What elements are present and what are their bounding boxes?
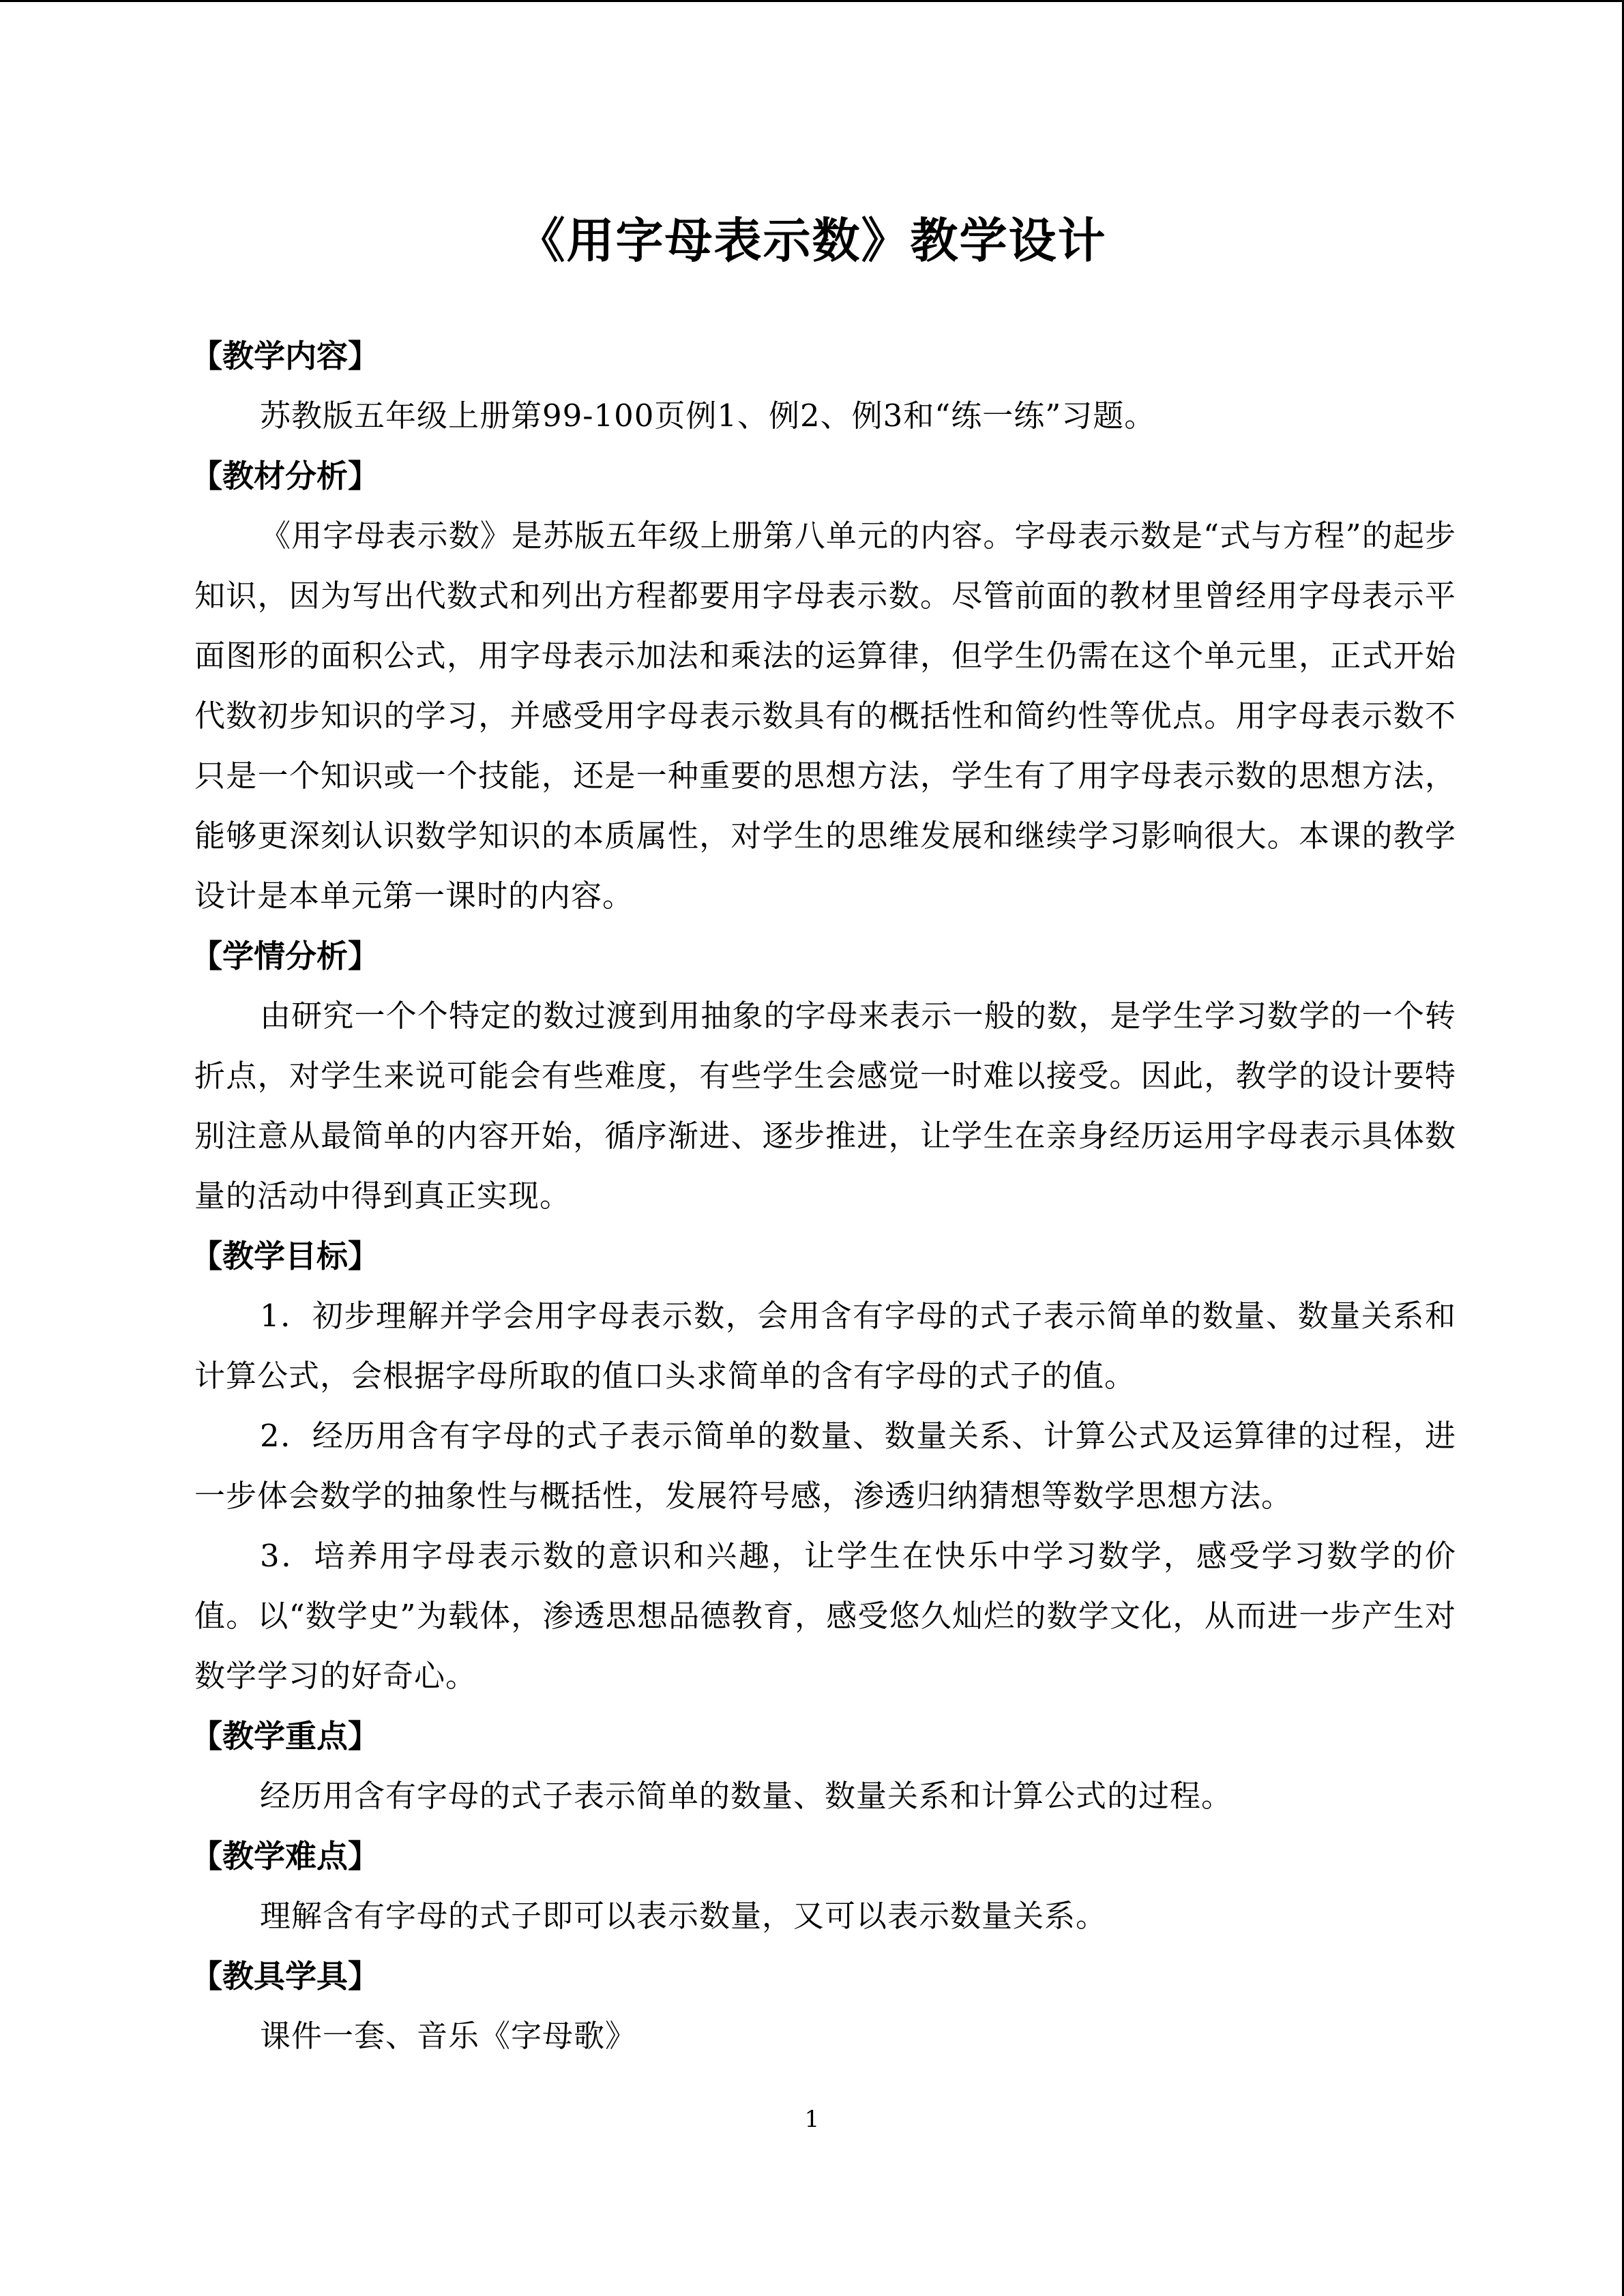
section-heading: 【教学内容】 — [191, 338, 379, 374]
section-difficult-points — [191, 1826, 1456, 1946]
section-heading: 【学情分析】 — [191, 938, 379, 974]
document-title: 《用字母表示数》教学设计 — [517, 213, 1107, 269]
section-teaching-aids — [191, 1946, 1456, 2066]
page-number: 1 — [804, 2106, 820, 2133]
section-heading: 【教具学具】 — [191, 1958, 379, 1995]
section-paragraph: 经历用含有字母的式子表示简单的数量、数量关系和计算公式的过程。 — [260, 1778, 1233, 1814]
document-body — [191, 326, 1456, 2066]
objective-item-2: 2．经历用含有字母的式子表示简单的数量、数量关系、计算公式及运算律的过程，进一步体会数学的抽象性与概括性，发展符号感，渗透归纳猜想等数学思想方法。 — [194, 1418, 1456, 1514]
section-heading: 【教学重点】 — [191, 1718, 379, 1755]
section-teaching-content — [191, 326, 1456, 446]
section-paragraph: 苏教版五年级上册第99-100页例1、例2、例3和“练一练”习题。 — [260, 398, 1156, 434]
section-paragraph: 理解含有字母的式子即可以表示数量，又可以表示数量关系。 — [260, 1898, 1108, 1934]
section-student-analysis — [191, 926, 1456, 1226]
section-teaching-objectives — [191, 1226, 1456, 1706]
objective-item-3: 3．培养用字母表示数的意识和兴趣，让学生在快乐中学习数学，感受学习数学的价值。以“数学史”为载体，渗透思想品德教育，感受悠久灿烂的数学文化，从而进一步产生对数学学习的好奇心。 — [194, 1538, 1456, 1694]
section-paragraph: 课件一套、音乐《字母歌》 — [260, 2018, 637, 2054]
objective-item-1: 1．初步理解并学会用字母表示数，会用含有字母的式子表示简单的数量、数量关系和计算公式，会根据字母所取的值口头求简单的含有字母的式子的值。 — [194, 1298, 1456, 1394]
section-paragraph: 《用字母表示数》是苏版五年级上册第八单元的内容。字母表示数是“式与方程”的起步知识，因为写出代数式和列出方程都要用字母表示数。尽管前面的教材里曾经用字母表示平面图形的面积公式，用字母表示加法和乘法的运算律，但学生仍需在这个单元里，正式开始代数初步知识的学习，并感受用字母表示数具有的概括性和简约性等优点。用字母表示数不只是一个知识或一个技能，还是一种重要的思想方法，学生有了用字母表示数的思想方法，能够更深刻认识数学知识的本质属性，对学生的思维发展和继续学习影响很大。本课的教学设计是本单元第一课时的内容。 — [194, 518, 1456, 914]
section-heading: 【教材分析】 — [191, 458, 379, 494]
section-heading: 【教学难点】 — [191, 1838, 379, 1875]
section-heading: 【教学目标】 — [191, 1238, 379, 1274]
section-key-points — [191, 1706, 1456, 1826]
section-paragraph: 由研究一个个特定的数过渡到用抽象的字母来表示一般的数，是学生学习数学的一个转折点，对学生来说可能会有些难度，有些学生会感觉一时难以接受。因此，教学的设计要特别注意从最简单的内容开始，循序渐进、逐步推进，让学生在亲身经历运用字母表示具体数量的活动中得到真正实现。 — [194, 998, 1456, 1214]
section-material-analysis — [191, 446, 1456, 926]
